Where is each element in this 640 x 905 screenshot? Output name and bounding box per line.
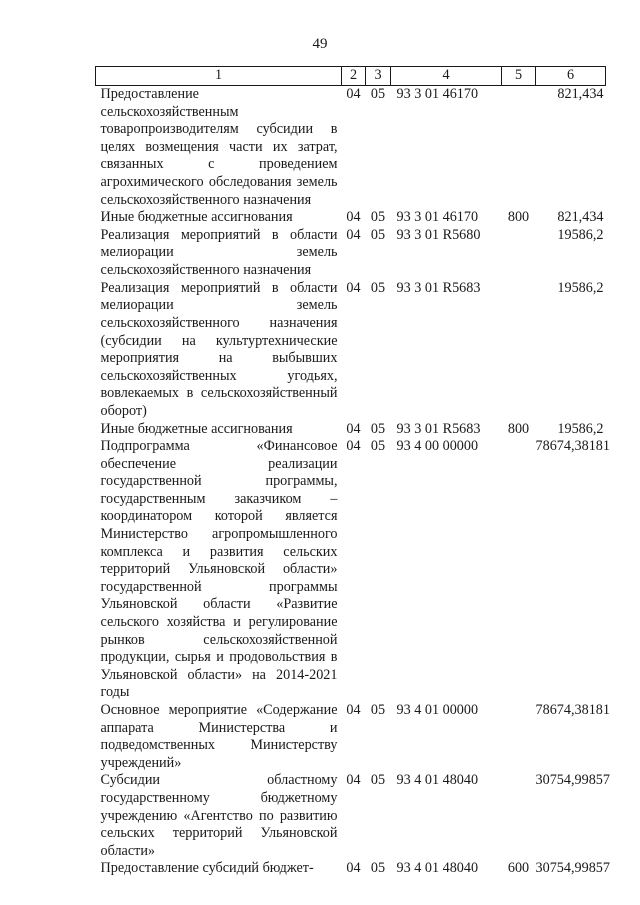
row-amount: 30754,99857 [535, 772, 610, 789]
row-pr: 05 [370, 86, 386, 102]
table-row [96, 421, 606, 439]
row-pr: 05 [370, 860, 386, 877]
row-pr: 05 [370, 438, 386, 455]
row-amount: 30754,99857 [535, 860, 610, 877]
row-amount: 78674,38181 [535, 438, 610, 455]
row-vr: 800 [507, 420, 530, 437]
budget-table [95, 66, 610, 878]
header-col-2: 2 [342, 67, 366, 86]
row-pr: 05 [370, 226, 386, 243]
page-number: 49 [312, 36, 328, 52]
table-row [96, 227, 606, 280]
row-rz: 04 [346, 438, 361, 455]
row-csr: 93 4 01 00000 [396, 702, 479, 718]
row-csr: 93 4 01 48040 [396, 772, 479, 789]
row-name: Предоставление сельскохозяйственным товаропроизводителям субсидии в целях возмещения части их затрат, связанных с проведением агрохимического обследования земель сельскохозяйственного назначения [100, 86, 338, 208]
row-vr [502, 280, 536, 421]
row-name: Подпрограмма «Финансовое обеспечение реализации государственной программы, государственным заказчиком – координатором которой является Министерство агропромышленного комплекса и развития сельских территорий Ульяновской области» государственной программы Ульяновской области «Развитие сельского хозяйства и регулирование рынков сельскохозяйственной продукции, сырья и продовольствия в Ульяновской области» на 2014-2021 годы [100, 438, 338, 701]
header-col-6: 6 [536, 67, 606, 86]
row-name: Предоставление субсидий бюджет- [100, 860, 314, 877]
row-amount: 78674,38181 [535, 702, 610, 718]
row-name: Реализация мероприятий в области мелиорации земель сельскохозяйственного назначения [100, 226, 338, 278]
row-rz: 04 [346, 226, 361, 243]
row-csr: 93 3 01 R5680 [396, 226, 481, 243]
row-vr [502, 227, 536, 280]
row-rz: 04 [346, 860, 361, 877]
row-csr: 93 4 01 48040 [396, 860, 479, 877]
row-vr [502, 772, 536, 860]
row-rz: 04 [346, 420, 361, 437]
row-pr: 05 [370, 772, 386, 789]
row-amount: 821,434 [557, 209, 604, 226]
header-col-3: 3 [366, 67, 391, 86]
row-csr: 93 4 00 00000 [396, 438, 479, 455]
row-pr: 05 [370, 279, 386, 296]
header-col-4: 4 [391, 67, 502, 86]
row-name: Субсидии областному государственному бюджетному учреждению «Агентство по развитию сельских территорий Ульяновской области» [100, 772, 338, 859]
row-rz: 04 [346, 209, 361, 226]
row-vr [502, 702, 536, 772]
table-row [96, 772, 606, 860]
table-header-row [96, 67, 606, 86]
row-csr: 93 3 01 46170 [396, 209, 479, 226]
row-name: Реализация мероприятий в области мелиорации земель сельскохозяйственного назначения (субсидии на культуртехнические мероприятия на выбывших сельскохозяйственных угодьях, вовлекаемых в сельскохозяйственный оборот) [100, 279, 338, 419]
table-row [96, 702, 606, 772]
row-amount: 19586,2 [557, 420, 604, 437]
table-row [96, 209, 606, 227]
row-pr: 05 [370, 209, 386, 226]
row-rz: 04 [346, 702, 361, 718]
row-vr [502, 438, 536, 702]
row-amount: 19586,2 [557, 226, 604, 243]
header-col-1: 1 [96, 67, 342, 86]
row-vr: 800 [507, 209, 530, 226]
row-rz: 04 [346, 279, 361, 296]
header-col-5: 5 [502, 67, 536, 86]
table-row [96, 280, 606, 421]
row-pr: 05 [370, 420, 386, 437]
row-amount: 821,434 [557, 86, 604, 102]
row-csr: 93 3 01 R5683 [396, 279, 481, 296]
row-csr: 93 3 01 R5683 [396, 420, 481, 437]
table-row [96, 860, 606, 878]
row-vr: 600 [507, 860, 530, 877]
row-csr: 93 3 01 46170 [396, 86, 479, 102]
row-rz: 04 [346, 86, 361, 102]
row-name: Основное мероприятие «Содержание аппарата Министерства и подведомственных Министерству учреждений» [100, 702, 338, 771]
table-row [96, 438, 606, 702]
row-rz: 04 [346, 772, 361, 789]
row-vr [502, 86, 536, 210]
row-pr: 05 [370, 702, 386, 718]
row-name: Иные бюджетные ассигнования [100, 420, 293, 437]
row-amount: 19586,2 [557, 279, 604, 296]
row-name: Иные бюджетные ассигнования [100, 209, 293, 226]
table-row [96, 86, 606, 210]
